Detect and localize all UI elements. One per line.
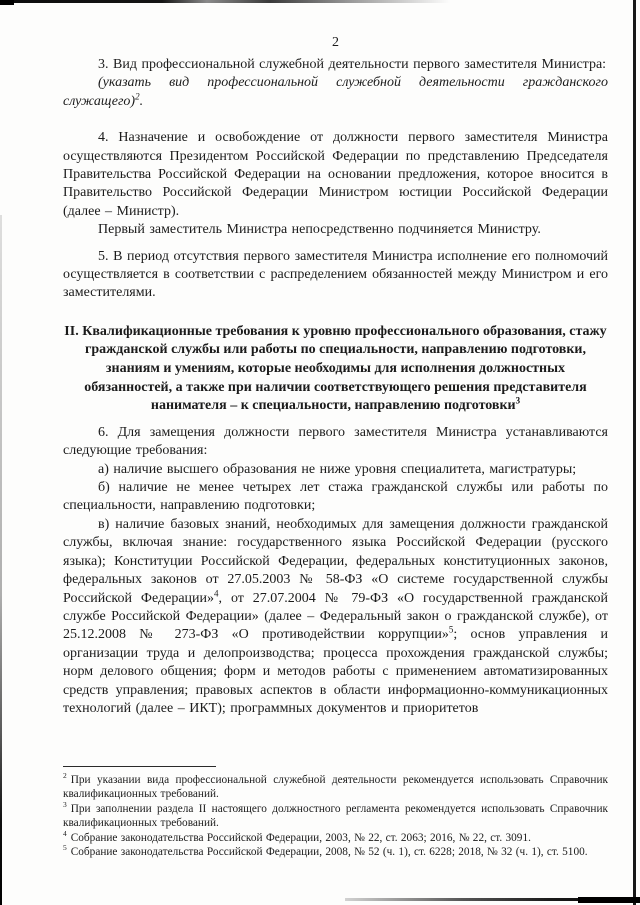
scan-artifact-left-edge <box>0 215 2 905</box>
requirement-v-part-3: ; основ управления и организации труда и делопроизводства; процесса прохождения гражданской службы; норм делового общения; форм и методов работы с применением автоматизированных средств управления; правовых аспектов в области информационно-коммуникационных технологий (далее – ИКТ); программных документов и приоритетов <box>63 627 608 716</box>
requirement-b: б) наличие не менее четырех лет стажа гражданской службы или работы по специальности, направлению подготовки; <box>63 480 608 514</box>
requirement-v-part-1: в) наличие базовых знаний, необходимых для замещения должности гражданской службы, включая знание: государственного языка Российской Федерации (русского языка); Конституции Российской Федерации, федеральных конституционных законов, федеральных законов от 27.05.2003 № 58-ФЗ «О системе государственной службы Российской Федерации» <box>63 516 608 606</box>
paragraph-4-subordination: Первый заместитель Министра непосредственно подчиняется Министру. <box>98 222 541 238</box>
paragraph-4: 4. Назначение и освобождение от должности первого заместителя Министра осуществляются Президентом Российской Федерации по представлению Председателя Правительства Российской Федерации на основании предложения, которое вносится в Правительство Российской Федерации Министром юстиции Российской Федерации (далее – Министр). <box>63 130 608 219</box>
footnote-ref-3: 3 <box>515 395 521 406</box>
footnote-2 <box>63 773 608 802</box>
footnote-5-marker: 5 <box>63 843 67 853</box>
footnotes-section <box>63 766 608 859</box>
paragraph-5: 5. В период отсутствия первого заместителя Министра исполнение его полномочий осуществляется в соответствии с распределением обязанностей между Министром и его заместителями. <box>63 248 608 301</box>
paragraph-3-note-tail: . <box>139 93 144 109</box>
scan-artifact-top-edge <box>0 0 450 3</box>
footnote-3-marker: 3 <box>63 800 67 810</box>
footnote-2-marker: 2 <box>63 771 67 781</box>
footnote-4 <box>63 828 608 845</box>
footnote-ref-2: 2 <box>135 91 140 102</box>
page-body <box>63 0 608 718</box>
footnote-ref-4: 4 <box>214 587 219 598</box>
scan-artifact-right-edge <box>633 0 636 905</box>
requirement-v <box>63 516 608 718</box>
section-2-heading-text: II. Квалификационные требования к уровню профессионального образования, стажу гражданской службы или работы по специальности, направлению подготовки, знаниям и умениям, которые необходимы для исполнения должностных обязанностей, а также при наличии соответствующего решения представителя нанимателя – к специальности, направлению подготовки <box>64 323 607 414</box>
paragraph-3: 3. Вид профессиональной служебной деятельности первого заместителя Министра: <box>98 57 607 72</box>
footnote-4-text: Собрание законодательства Российской Федерации, 2003, № 22, ст. 2063; 2016, № 22, ст. 3091. <box>70 831 531 844</box>
footnote-divider <box>63 766 216 767</box>
footnote-ref-5: 5 <box>448 624 454 635</box>
scan-artifact-top-left-corner <box>0 0 14 5</box>
section-2-heading <box>63 323 608 416</box>
footnote-3-text: При заполнении раздела II настоящего должностного регламента рекомендуется использовать Справочник квалификационных требований. <box>63 802 608 830</box>
footnote-3 <box>63 802 608 831</box>
paragraph-3-note <box>63 74 608 111</box>
scan-artifact-bottom-right-corner <box>578 897 640 903</box>
page-number: 2 <box>332 35 339 50</box>
requirement-a: а) наличие высшего образования не ниже уровня специалитета, магистратуры; <box>98 461 577 477</box>
paragraph-6-intro: 6. Для замещения должности первого заместителя Министра устанавливаются следующие требования: <box>63 424 608 459</box>
footnote-5-text: Собрание законодательства Российской Федерации, 2008, № 52 (ч. 1), ст. 6228; 2018, № 32 (ч. 1), ст. 5100. <box>70 846 588 859</box>
requirement-v-part-2: , от 27.07.2004 № 79-ФЗ «О государственной гражданской службе Российской Федерации» (далее – Федеральный закон о гражданской службе), от 25.12.2008 № 273-ФЗ «О противодействии коррупции» <box>63 590 608 643</box>
footnote-4-marker: 4 <box>63 828 67 838</box>
footnote-5 <box>63 845 608 859</box>
footnote-2-text: При указании вида профессиональной служебной деятельности рекомендуется использовать Справочник квалификационных требований. <box>63 774 608 801</box>
paragraph-3-note-text: (указать вид профессиональной служебной деятельности гражданского служащего) <box>63 75 608 109</box>
